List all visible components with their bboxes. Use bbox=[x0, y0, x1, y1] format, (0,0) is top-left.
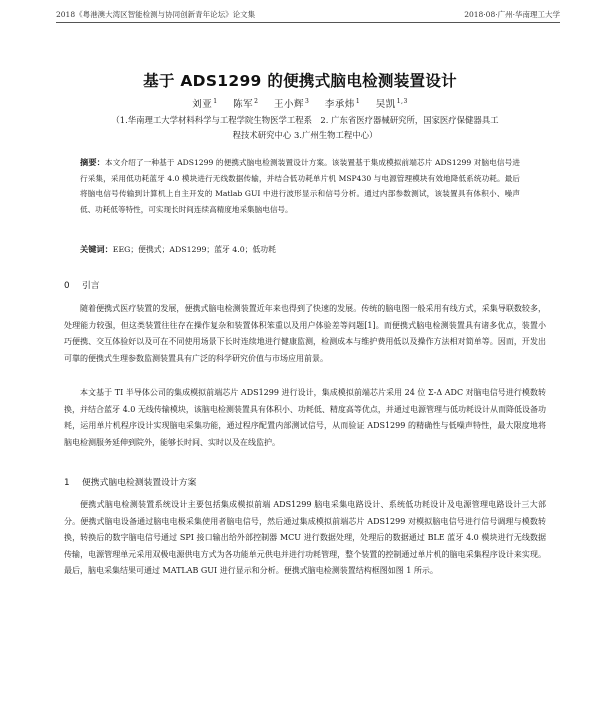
abstract bbox=[80, 155, 520, 217]
section-number: 0 bbox=[64, 281, 70, 291]
running-header bbox=[56, 10, 560, 20]
section-heading-introduction bbox=[64, 280, 100, 292]
body-paragraph: 便携式脑电检测装置系统设计主要包括集成模拟前端 ADS1299 脑电采集电路设计、系统低功耗设计及电源管理电路设计三大部分。便携式脑电设备通过脑电电极采集使用者脑电信号，然后通过集成模拟前端芯片 ADS1299 对模拟脑电信号进行信号调理与模数转换，转换后的数字脑电信号通过 SPI 接口输出给外部控制器 MCU 进行数据处理，处理后的数据通过 BLE 蓝牙 4.0 模块进行无线数据传输，电源管理单元采用双极电源供电方式为各功能单元供电并进行功耗管理，整个装置的控制通过单片机的脑电采集程序设计来实现。最后，脑电采集结果可通过 MATLAB GUI 进行显示和分析。便携式脑电检测装置结构框图如图 1 所示。 bbox=[64, 500, 546, 576]
author-name: 李承炜 bbox=[324, 99, 355, 110]
author-affiliation-mark: 3 bbox=[304, 97, 310, 105]
author-affiliation-mark: 1 bbox=[213, 97, 218, 105]
author-affiliation-mark: 1 bbox=[355, 97, 361, 105]
section-number: 1 bbox=[64, 478, 70, 488]
running-header-left: 2018《粤港澳大湾区智能检测与协同创新青年论坛》论文集 bbox=[56, 10, 256, 19]
author-name: 陈军 bbox=[233, 99, 254, 110]
author bbox=[274, 99, 309, 110]
abstract-text: 本文介绍了一种基于 ADS1299 的便携式脑电检测装置设计方案。该装置基于集成模拟前端芯片 ADS1299 对脑电信号进行采集，采用低功耗蓝牙 4.0 模块进行无线数据传输，并结合低功耗单片机 MSP430 与电源管理模块有效地降低系统功耗。最后将脑电信号传输到计算机上自主开发的 Matlab GUI 中进行波形显示和信号分析。通过内部参数测试，该装置具有体积小、噪声低、功耗低等特性，可实现长时间连续高精度地采集脑电信号。 bbox=[80, 158, 520, 214]
section-heading-design bbox=[64, 477, 196, 489]
keywords-text: EEG；便携式；ADS1299；蓝牙 4.0；低功耗 bbox=[112, 245, 276, 254]
running-header-right: 2018·08·广州·华南理工大学 bbox=[464, 10, 560, 19]
author-name: 吴凯 bbox=[375, 99, 396, 110]
author bbox=[233, 99, 258, 110]
paper-title: 基于 ADS1299 的便携式脑电检测装置设计 bbox=[143, 72, 457, 90]
affiliations: （1.华南理工大学材料科学与工程学院生物医学工程系 2. 广东省医疗器械研究所，国家医疗保健器具工程技术研究中心 3.广州生物工程中心） bbox=[111, 115, 499, 140]
author bbox=[376, 99, 408, 110]
author-name: 刘亚 bbox=[192, 99, 213, 110]
body-paragraph: 本文基于 TI 半导体公司的集成模拟前端芯片 ADS1299 进行设计，集成模拟前端芯片采用 24 位 Σ-Δ ADC 对脑电信号进行模数转换，并结合蓝牙 4.0 无线传输模块，该脑电检测装置具有体积小、功耗低、精度高等优点，并通过电源管理与低功耗设计从而降低设备功耗，运用单片机程序设计实现脑电采集功能，通过程序配置内部测试信号，从而验证 ADS1299 的精确性与低噪声特性，最大限度地将脑电检测服务延伸到院外，能够长时间、实时以及在线监护。 bbox=[64, 388, 546, 447]
author bbox=[325, 99, 360, 110]
author-affiliation-mark: 1,3 bbox=[396, 97, 408, 105]
section-title: 引言 bbox=[82, 281, 100, 291]
section-title: 便携式脑电检测装置设计方案 bbox=[82, 478, 197, 488]
author-affiliation-mark: 2 bbox=[254, 97, 259, 105]
author bbox=[192, 99, 217, 110]
author-name: 王小辉 bbox=[273, 99, 304, 110]
author-list bbox=[0, 96, 600, 110]
abstract-label: 摘要： bbox=[80, 157, 105, 167]
keywords bbox=[80, 243, 520, 256]
body-paragraph: 随着便携式医疗装置的发展，便携式脑电检测装置近年来也得到了快速的发展。传统的脑电图一般采用有线方式，采集导联数较多，处理能力较强，但这类装置往往存在操作复杂和装置体积笨重以及用户体验差等问题[1]。而便携式脑电检测装置具有诸多优点，装置小巧便携、交互体验好以及可在不同使用场景下长时连续地进行健康监测，检测成本与维护费用低以及操作方法相对简单等。因而，开发出可靠的便携式生理参数监测装置具有广泛的科学研究价值与市场应用前景。 bbox=[64, 304, 546, 363]
header-divider bbox=[56, 22, 560, 23]
keywords-label: 关键词： bbox=[80, 244, 113, 254]
